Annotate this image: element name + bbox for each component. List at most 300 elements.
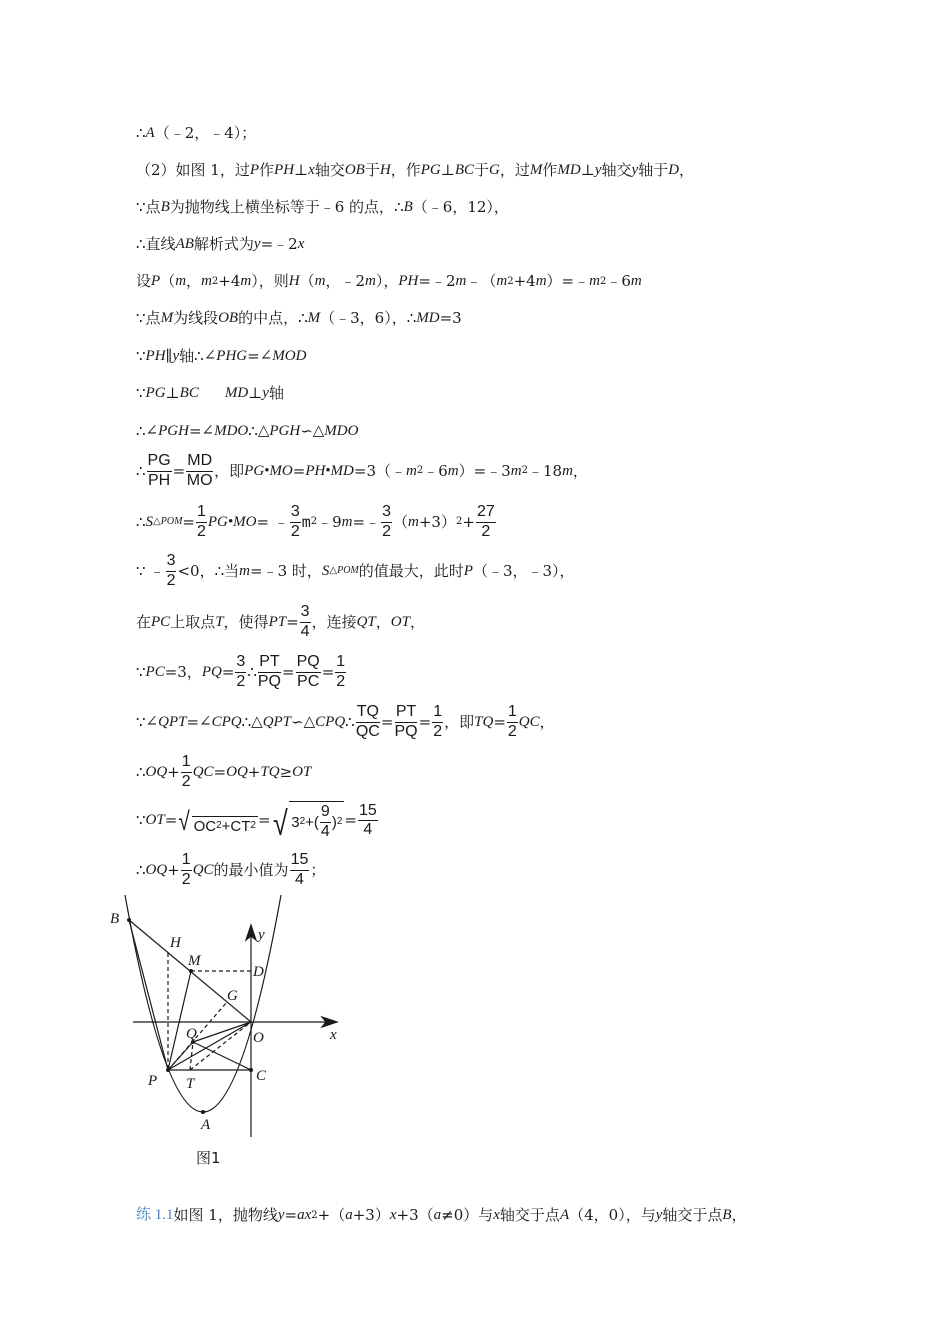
label-b: B (110, 911, 120, 927)
fraction (358, 803, 378, 840)
text: y (594, 162, 602, 178)
because-symbol: ∵ (136, 561, 146, 580)
text: a (297, 1207, 305, 1223)
text: M (307, 310, 321, 326)
text: OB (344, 162, 365, 178)
text: y (631, 162, 639, 178)
label-m: M (188, 953, 201, 969)
text: OB (218, 310, 239, 326)
denominator: 2 (507, 722, 517, 740)
text: + (247, 762, 261, 781)
therefore-symbol: ∴ (406, 309, 417, 327)
therefore-symbol: ∴ (136, 762, 146, 781)
text: m (175, 273, 187, 289)
text: TQ (474, 713, 494, 730)
text: y (262, 385, 269, 401)
text: ﹣ (149, 561, 165, 580)
therefore-symbol: ∴ (247, 662, 257, 681)
text: ， (731, 1206, 747, 1224)
text: PH (145, 348, 166, 364)
therefore-symbol: ∴ (248, 422, 258, 440)
therefore-symbol: ∴ (214, 561, 225, 580)
segment-po (168, 1022, 251, 1070)
text: = (186, 712, 200, 731)
text: QC (518, 713, 540, 730)
fraction (186, 453, 213, 490)
line-5 (136, 274, 642, 289)
therefore-symbol: ∴ (136, 235, 146, 253)
fraction (290, 852, 310, 889)
line-13 (136, 604, 425, 641)
numerator: 1 (335, 654, 346, 673)
text: OC (193, 817, 217, 835)
text: m (408, 513, 419, 530)
label-x: x (330, 1027, 337, 1043)
text: 的中点， (238, 309, 299, 327)
text: m (447, 462, 459, 479)
text: ∠MOD (259, 348, 307, 364)
label-p: P (148, 1073, 158, 1089)
text: 解析式为 (193, 235, 254, 253)
text: ⊥ (248, 384, 263, 402)
text: = (221, 662, 235, 681)
text: PG•MO (244, 462, 293, 479)
denominator: PQ (394, 722, 418, 740)
text: m (455, 273, 467, 289)
text: 为线段 (173, 309, 219, 327)
text: OQ (145, 861, 168, 878)
text: 在 (136, 612, 152, 631)
text: △PGH (257, 423, 301, 439)
text: x (389, 1207, 397, 1223)
denominator: PH (147, 471, 171, 489)
text: ﹣9 (317, 512, 342, 531)
therefore-symbol: ∴ (394, 198, 404, 216)
line-4 (136, 237, 304, 252)
label-a: A (201, 1117, 211, 1133)
text: ∥ (165, 347, 173, 365)
fraction (381, 504, 392, 541)
numerator: 1 (196, 504, 207, 523)
numerator: 1 (181, 852, 192, 871)
text: 如图 1，抛物线 (173, 1206, 278, 1224)
denominator: 4 (295, 870, 304, 888)
segment-to-dashed (190, 1022, 251, 1070)
text: PQ (201, 663, 222, 680)
text: 2 (211, 275, 219, 287)
text: 作 (259, 161, 275, 179)
text: x (304, 1207, 312, 1223)
exercise-label: 练 1.1 (136, 1207, 174, 1223)
text: + (305, 813, 314, 831)
text: △CPQ (303, 713, 346, 730)
therefore-symbol: ∴ (136, 422, 146, 440)
numerator: 3 (166, 553, 177, 572)
therefore-symbol: ∴ (194, 347, 204, 365)
text: = (247, 347, 260, 365)
text: y (253, 236, 261, 252)
fraction (296, 654, 321, 691)
text: 轴交于点 (499, 1206, 560, 1224)
text: OT (292, 763, 312, 780)
numerator: TQ (356, 704, 380, 723)
text: MD (557, 162, 581, 178)
text: 轴于 (638, 161, 669, 179)
fraction (335, 654, 346, 691)
text: B (722, 1207, 732, 1223)
fraction (181, 852, 192, 889)
denominator: 2 (236, 672, 246, 690)
text: ， (539, 712, 555, 731)
point-b (127, 918, 131, 922)
text: 的值最大，此时 (358, 561, 464, 580)
text: m (314, 273, 326, 289)
text: =3 (439, 309, 462, 327)
radical-sign: √ (272, 804, 288, 843)
numerator: PQ (296, 654, 321, 673)
fraction (507, 704, 518, 741)
text: ≠0）与 (441, 1206, 494, 1224)
fraction (147, 453, 172, 490)
text: MD (224, 385, 249, 401)
text: ⊥ (165, 384, 180, 402)
text: 的最小值为 (213, 860, 289, 879)
text: 点 (145, 309, 161, 327)
denominator: 4 (320, 822, 330, 840)
text: ∠MDO (201, 423, 249, 439)
text: 2 (507, 275, 514, 287)
numerator: 3 (300, 604, 311, 623)
label-d: D (253, 964, 264, 980)
text: 2 (311, 1209, 318, 1221)
text: 直线 (145, 235, 176, 253)
text: PG (145, 385, 166, 401)
text: PT (268, 613, 287, 630)
text: AB (175, 236, 194, 252)
text: MD (416, 310, 440, 326)
text: M (529, 162, 543, 178)
text: PH (398, 273, 419, 289)
text: ，作 (390, 161, 421, 179)
because-symbol: ∵ (136, 662, 146, 681)
figure-caption: 图1 (196, 1149, 221, 1167)
text: ），则 (251, 272, 289, 290)
text: QC (192, 861, 214, 878)
text: OQ (145, 763, 168, 780)
fraction (432, 704, 443, 741)
fraction (166, 553, 177, 590)
text: m (301, 512, 311, 531)
text: = (493, 712, 506, 731)
fraction (320, 804, 331, 841)
text: = (286, 612, 299, 631)
text: 2 (216, 820, 222, 832)
text: m (201, 273, 212, 289)
numerator: 3 (381, 504, 392, 523)
fraction (290, 504, 301, 541)
line-7 (136, 349, 306, 364)
label-q: Q (186, 1026, 197, 1042)
text: G (489, 162, 500, 178)
text: P (463, 562, 473, 579)
text: + (167, 762, 180, 781)
text: = ﹣ (256, 512, 289, 531)
because-symbol: ∵ (136, 811, 146, 830)
text: P (151, 273, 161, 289)
text: <0， (177, 561, 215, 580)
line-17 (136, 801, 379, 841)
numerator: 1 (507, 704, 518, 723)
text: H (288, 273, 300, 289)
text: = (344, 811, 357, 830)
numerator: 3 (235, 654, 246, 673)
text: =3（﹣ (353, 461, 407, 480)
therefore-symbol: ∴ (136, 860, 146, 879)
because-symbol: ∵ (136, 347, 146, 365)
text: 为抛物线上横坐标等于﹣6 的点， (169, 198, 395, 216)
denominator: 4 (363, 821, 373, 839)
text: m (240, 273, 252, 289)
text: m (365, 273, 376, 289)
fraction (196, 504, 207, 541)
square-root (177, 805, 258, 836)
text: D (668, 162, 680, 178)
text: ）， (375, 272, 399, 290)
fraction (300, 604, 311, 641)
fraction (476, 504, 496, 541)
segment-bp (129, 920, 168, 1070)
text: TQ (260, 763, 280, 780)
text: B (403, 199, 413, 215)
numerator: MD (186, 453, 213, 472)
denominator: 2 (433, 722, 443, 740)
text: x (297, 236, 305, 252)
text: + (167, 860, 180, 879)
point-a (201, 1110, 205, 1114)
fraction (235, 654, 246, 691)
text: 于 (364, 161, 380, 179)
text: m (496, 273, 508, 289)
label-y: y (258, 927, 265, 943)
denominator: QC (355, 722, 380, 740)
denominator: 2 (196, 522, 206, 540)
text: + (221, 817, 231, 835)
numerator: 15 (290, 852, 310, 871)
therefore-symbol: ∴ (136, 124, 146, 142)
text: （ (299, 272, 315, 290)
denominator: 2 (166, 571, 176, 589)
denominator: 4 (300, 622, 310, 640)
text: （2）如图 1，过 (136, 161, 250, 179)
text: 作 (542, 161, 558, 179)
text: = (172, 461, 186, 480)
text: QC (192, 763, 214, 780)
text: 轴交 (314, 161, 345, 179)
text: △POM (153, 516, 183, 528)
numerator: 1 (181, 754, 192, 773)
line-11 (136, 504, 497, 541)
point-m (189, 969, 193, 973)
text: = (164, 811, 178, 830)
line-2 (136, 163, 694, 178)
denominator: 2 (481, 522, 491, 540)
text: ⊥ (294, 161, 309, 179)
text: 点 (145, 198, 161, 216)
text: m (341, 513, 353, 530)
text: ﹣6 (606, 272, 631, 290)
text: = (182, 512, 195, 531)
text: P (249, 162, 260, 178)
text: ， (186, 272, 202, 290)
text: = (418, 712, 432, 731)
text: PC (145, 663, 165, 680)
text: ∠PGH (145, 423, 189, 439)
text: ，﹣2 (325, 272, 366, 290)
text: 轴交 (601, 161, 632, 179)
text: CT (230, 817, 251, 835)
text: 2 (521, 465, 528, 477)
numerator: 9 (320, 804, 331, 823)
numerator: PT (258, 654, 280, 673)
therefore-symbol: ∴ (298, 309, 308, 327)
text: OQ (226, 763, 248, 780)
therefore-symbol: ∴ (241, 712, 252, 731)
label-h: H (170, 935, 181, 951)
text: x (493, 1207, 500, 1223)
text: ∠CPQ (199, 713, 242, 730)
point-c (249, 1068, 253, 1072)
text: S (321, 562, 330, 579)
text: △MDO (312, 423, 359, 439)
text: ∽ (291, 712, 304, 731)
text: m (562, 462, 573, 479)
line-6 (136, 311, 462, 326)
line-18 (136, 852, 325, 889)
line-16 (136, 754, 311, 791)
text: m (510, 462, 522, 479)
label-c: C (256, 1068, 267, 1084)
text: OT (145, 812, 165, 829)
text: ﹣（ (466, 272, 497, 290)
text: （ (160, 272, 176, 290)
text: PG•MO (207, 513, 257, 530)
text: A (559, 1207, 570, 1223)
text: =﹣2 (418, 272, 456, 290)
line-15 (136, 704, 555, 741)
text: PC (151, 613, 171, 630)
text: ∠QPT (145, 713, 187, 730)
line-9 (136, 424, 358, 439)
text: ( (313, 813, 319, 831)
fraction (258, 654, 281, 691)
text: 2 (455, 516, 463, 528)
text: =﹣3 时， (250, 561, 322, 580)
text: m (535, 273, 547, 289)
text: 轴 (268, 384, 284, 402)
text: ， (375, 612, 391, 631)
text: = (380, 712, 394, 731)
radical-sign: √ (178, 805, 191, 836)
geometry-figure (100, 895, 350, 1175)
fraction (395, 704, 418, 741)
line-3 (136, 200, 509, 215)
text: 3 (291, 813, 300, 831)
text: y (277, 1207, 285, 1223)
text: ，即 (214, 461, 245, 480)
text: PG (420, 162, 441, 178)
text: △QPT (251, 713, 292, 730)
text: +3） (352, 1206, 390, 1224)
text: + (462, 512, 475, 531)
text: （4，0），与 (569, 1206, 656, 1224)
therefore-symbol: ∴ (345, 712, 355, 731)
text: = (284, 1206, 298, 1224)
text: （﹣2，﹣4）； (154, 124, 257, 142)
text: y (655, 1207, 663, 1223)
text: = (321, 662, 335, 681)
line-10 (136, 453, 588, 490)
text: ）=﹣3 (458, 461, 511, 480)
because-symbol: ∵ (136, 712, 146, 731)
text: x (308, 162, 315, 178)
text: 当 (224, 561, 240, 580)
denominator: 2 (181, 870, 191, 888)
fraction (181, 754, 192, 791)
text: △POM (329, 565, 359, 577)
text: =﹣2 (260, 235, 298, 253)
text: a (433, 1207, 442, 1223)
denominator: PC (297, 672, 320, 690)
text: +3（ (396, 1206, 434, 1224)
text: 2 (416, 465, 424, 477)
text: = (188, 422, 202, 440)
numerator: PG (147, 453, 172, 472)
text: ∽ (300, 422, 313, 440)
text: ，即 (444, 712, 475, 731)
text: ﹣6 (423, 461, 448, 480)
text: a (345, 1207, 353, 1223)
text: 轴 (179, 347, 195, 365)
text: T (215, 613, 224, 630)
text: m (589, 273, 600, 289)
because-symbol: ∵ (136, 384, 146, 402)
numerator: 1 (432, 704, 443, 723)
text: +4 (513, 272, 536, 290)
fraction (356, 704, 380, 741)
text: 2 (599, 275, 607, 287)
denominator: 2 (181, 772, 191, 790)
text: 上取点 (170, 612, 216, 631)
text: m (630, 273, 642, 289)
because-symbol: ∵ (136, 198, 146, 216)
segment-mp (168, 971, 191, 1070)
text: +4 (218, 272, 241, 290)
denominator: 2 (336, 672, 346, 690)
text: QT (356, 613, 376, 630)
text: （﹣3，﹣3）， (472, 561, 575, 580)
text: B (160, 199, 170, 215)
text: ， (679, 161, 695, 179)
because-symbol: ∵ (136, 309, 146, 327)
text: 2 (299, 816, 306, 828)
text: S (145, 513, 154, 530)
denominator: 2 (382, 522, 391, 540)
text: （ (393, 512, 409, 531)
text: ∠PHG (203, 348, 248, 364)
text: = (282, 662, 295, 681)
denominator: MO (186, 471, 213, 489)
text: +（ (317, 1206, 346, 1224)
